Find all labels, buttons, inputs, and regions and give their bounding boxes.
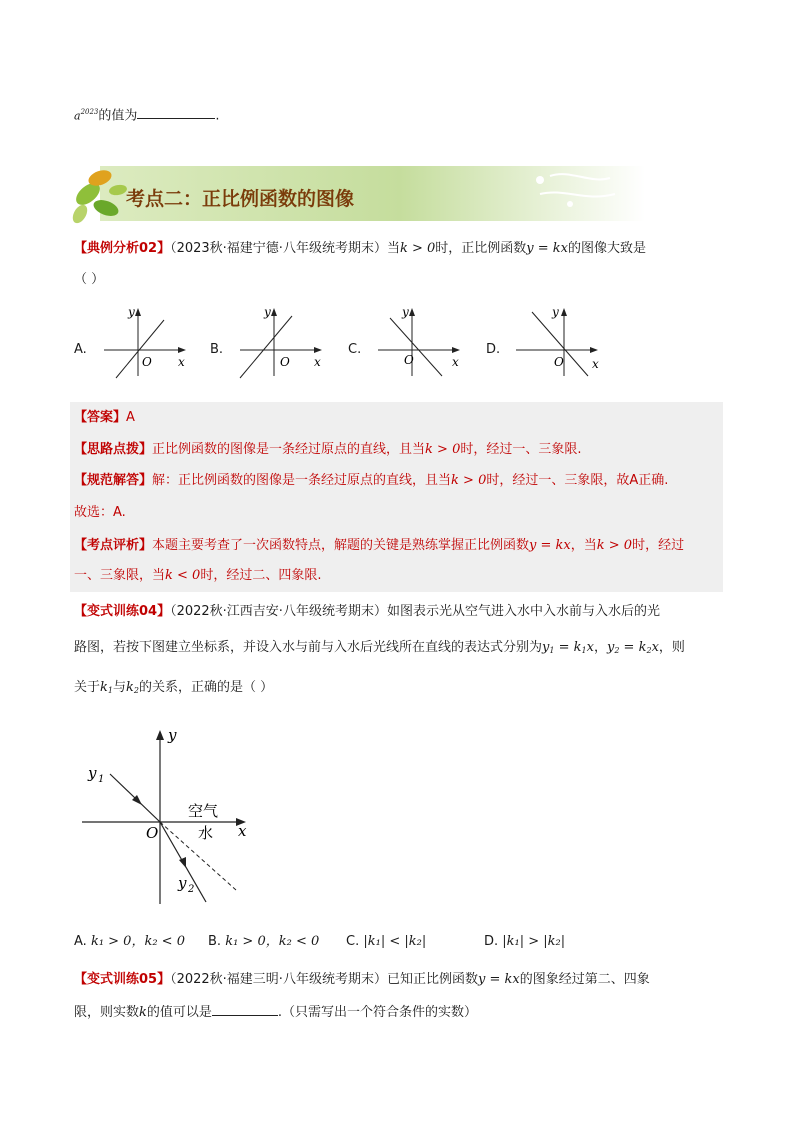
origin-label: O [280, 355, 290, 369]
variant-05-line-2 [74, 1001, 477, 1023]
x-axis-label: x [178, 355, 185, 369]
section-banner [70, 164, 645, 226]
eq2-y: y [606, 640, 615, 655]
evaluation-k: k > 0 [596, 538, 633, 553]
power-exponent: 2023 [80, 108, 99, 116]
variant-05-line-1 [74, 970, 650, 990]
separator: ， [593, 640, 607, 655]
option-label: C. [346, 934, 360, 949]
eq1-x: x [586, 640, 594, 655]
variant-04-option-b[interactable] [208, 932, 319, 952]
answer-block [70, 402, 723, 592]
graph-c [368, 302, 468, 382]
k2: k [126, 680, 134, 695]
question-text: 如图表示光从空气进入水中入水前与入水后的光 [386, 604, 660, 619]
option-c-label: C. [348, 342, 362, 357]
option-label: B. [208, 934, 222, 949]
question-text: 时，正比例函数 [435, 241, 527, 256]
example-02-source: （2023秋·福建宁德·八年级统考期末） [170, 241, 387, 256]
answer-tag: 【答案】 [74, 410, 127, 425]
evaluation-formula: y = kx [529, 538, 571, 553]
evaluation-tag: 【考点评析】 [74, 538, 153, 553]
fig-y1-label: y [88, 764, 97, 782]
fig-x-label: x [238, 822, 247, 840]
variant-05-source: （2022秋·福建三明·八年级统考期末） [170, 972, 387, 987]
eq1-y: y [542, 640, 550, 655]
eq1-sub2: 1 [581, 646, 587, 655]
question-text: 已知正比例函数 [386, 972, 478, 987]
evaluation-line-2 [74, 566, 321, 586]
graph-b [230, 302, 330, 382]
option-a-label: A. [74, 342, 87, 357]
fig-origin-label: O [146, 824, 159, 842]
evaluation-text: ，当 [570, 538, 597, 553]
solution-line [74, 471, 668, 491]
example-02-paren[interactable]: （ ） [74, 272, 105, 287]
evaluation-line-1 [74, 536, 684, 556]
hint-tag: 【思路点拨】 [74, 442, 153, 457]
eq1-sub: 1 [549, 646, 555, 655]
formula: y = kx [477, 972, 520, 987]
variant-04-line-3 [74, 678, 273, 701]
top-question-end: . [215, 108, 220, 124]
question-text: 的图象经过第二、四象 [519, 972, 650, 987]
option-text: k₁ > 0，k₂ < 0 [90, 934, 185, 949]
origin-label: O [554, 355, 564, 369]
hint-line [74, 440, 581, 460]
top-question-line [74, 102, 220, 126]
option-text: k₁ > 0，k₂ < 0 [225, 934, 320, 949]
evaluation-text: 时，经过二、四象限. [200, 568, 322, 583]
option-d-label: D. [486, 342, 501, 357]
answer-line [74, 408, 135, 428]
variant-04-source: （2022秋·江西吉安·八年级统考期末） [170, 604, 387, 619]
fig-y2-label: y [178, 874, 187, 892]
option-text: |k₁| < |k₂| [363, 934, 427, 949]
k-condition: k > 0 [399, 241, 436, 256]
example-02-options [74, 302, 634, 382]
question-text: 关于 [74, 680, 101, 695]
eq2-sub2: 2 [646, 646, 652, 655]
question-text: 的值可以是 [146, 1005, 212, 1020]
example-02-question [74, 239, 646, 259]
graph-a [94, 302, 194, 382]
variant-04-line-1 [74, 602, 660, 622]
example-02-tag: 【典例分析02】 [74, 241, 171, 256]
origin-label: O [142, 355, 152, 369]
question-text: 限，则实数 [74, 1005, 140, 1020]
eq2-sub: 2 [614, 646, 620, 655]
option-label: A. [74, 934, 87, 949]
question-text: 路图，若按下图建立坐标系，并设入水与前与入水后光线所在直线的表达式分别为 [74, 640, 543, 655]
hint-text: 正比例函数的图像是一条经过原点的直线，且当 [152, 442, 426, 457]
variant-05-tag: 【变式训练05】 [74, 972, 171, 987]
eq1-mid: = k [554, 640, 582, 655]
k-variable: k [139, 1005, 147, 1020]
power-base: a [74, 109, 81, 123]
answer-blank[interactable] [212, 1001, 278, 1016]
question-text: 与 [113, 680, 127, 695]
solution-text: 解：正比例函数的图像是一条经过原点的直线，且当 [152, 473, 452, 488]
hint-k: k > 0 [425, 442, 461, 457]
option-label: D. [484, 934, 499, 949]
formula: y = kx [526, 241, 569, 256]
fig-y-label: y [168, 726, 177, 744]
x-axis-label: x [592, 357, 599, 371]
solution-text: 时，经过一、三象限，故A正确. [486, 473, 669, 488]
y-axis-label: y [552, 305, 559, 319]
evaluation-text: 时，经过 [632, 538, 685, 553]
fig-air-label: 空气 [188, 802, 219, 820]
solution-k: k > 0 [451, 473, 487, 488]
top-question-text: 的值为 [98, 108, 138, 124]
section-title: 考点二：正比例函数的图像 [126, 188, 355, 210]
y-axis-label: y [402, 305, 409, 319]
option-text: |k₁| > |k₂| [502, 934, 566, 949]
variant-04-option-c[interactable] [346, 932, 426, 952]
evaluation-text: 本题主要考查了一次函数特点，解题的关键是熟练掌握正比例函数 [152, 538, 530, 553]
k1-sub: 1 [107, 686, 113, 695]
fig-y1-sub: 1 [98, 774, 105, 785]
question-text: .（只需写出一个符合条件的实数） [277, 1005, 478, 1020]
origin-label: O [404, 353, 414, 367]
variant-04-tag: 【变式训练04】 [74, 604, 171, 619]
solution-conclusion: 故选：A. [74, 505, 126, 520]
answer-value: A [126, 410, 135, 425]
option-b-label: B. [210, 342, 224, 357]
variant-04-option-d[interactable] [484, 932, 565, 952]
solution-tag: 【规范解答】 [74, 473, 153, 488]
x-axis-label: x [452, 355, 459, 369]
variant-04-line-2 [74, 638, 685, 661]
graph-d [506, 302, 606, 382]
question-text: 的关系，正确的是（ ） [139, 680, 274, 695]
variant-04-option-a[interactable] [74, 932, 185, 952]
fig-water-label: 水 [198, 824, 214, 842]
x-axis-label: x [314, 355, 321, 369]
eq2-mid: = k [619, 640, 647, 655]
eq2-x: x [651, 640, 659, 655]
question-text: 的图像大致是 [568, 241, 647, 256]
y-axis-label: y [128, 305, 135, 319]
fig-y2-sub: 2 [188, 884, 195, 895]
light-refraction-figure [80, 724, 260, 908]
evaluation-k: k < 0 [165, 568, 201, 583]
y-axis-label: y [264, 305, 271, 319]
answer-blank[interactable] [137, 104, 215, 119]
question-text: ，则 [658, 640, 685, 655]
hint-text: 时，经过一、三象限. [460, 442, 582, 457]
k1: k [100, 680, 108, 695]
evaluation-text: 一、三象限，当 [74, 568, 166, 583]
question-text: 当 [386, 241, 400, 256]
k2-sub: 2 [133, 686, 139, 695]
